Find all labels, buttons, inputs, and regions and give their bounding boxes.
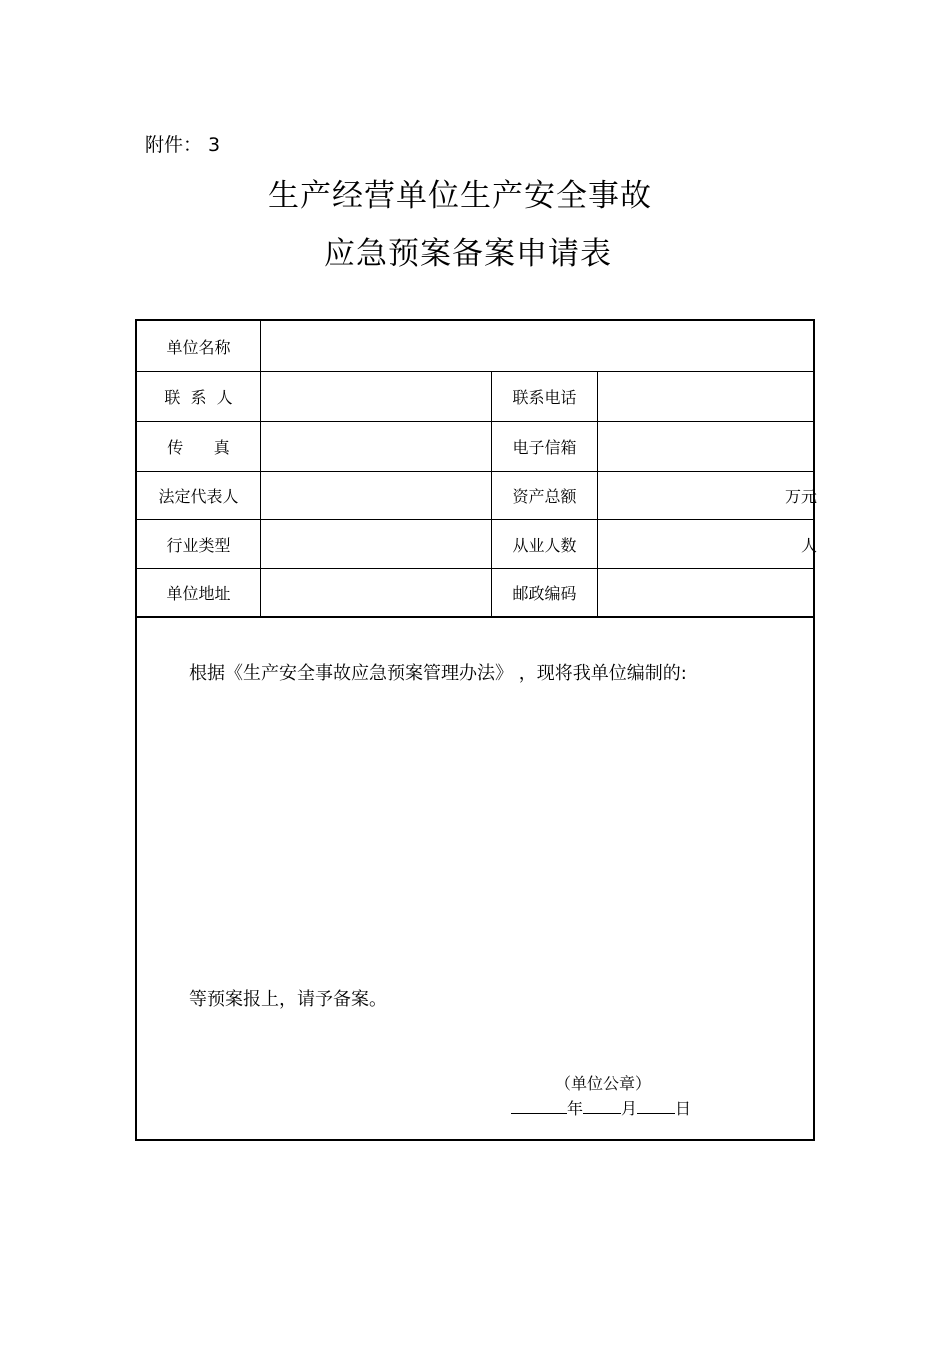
employees-unit: 人 (800, 535, 817, 555)
row-industry (137, 520, 815, 569)
date-line (511, 1096, 691, 1119)
year-blank[interactable] (511, 1099, 567, 1114)
row-fax (137, 422, 815, 472)
contact-phone-label: 联系电话 (491, 372, 598, 421)
legal-rep-field[interactable] (261, 472, 491, 519)
row-contact (137, 372, 815, 422)
email-field[interactable] (598, 422, 815, 471)
employees-field[interactable] (598, 520, 815, 568)
day-blank[interactable] (637, 1099, 675, 1114)
unit-name-field[interactable] (261, 321, 815, 371)
legal-rep-label: 法定代表人 (137, 472, 261, 519)
day-label: 日 (675, 1099, 692, 1118)
fax-label: 传 真 (137, 422, 261, 471)
industry-label: 行业类型 (137, 520, 261, 568)
statement-text: 根据《生产安全事故应急预案管理办法》 ，现将我单位编制的: (189, 663, 687, 684)
total-assets-unit: 万元 (784, 487, 817, 506)
year-label: 年 (567, 1099, 584, 1118)
attachment-label: 附件： 3 (145, 134, 221, 156)
unit-name-label: 单位名称 (137, 321, 261, 371)
row-address (137, 569, 815, 618)
contact-person-field[interactable] (261, 372, 491, 421)
address-label: 单位地址 (137, 569, 261, 616)
contact-phone-field[interactable] (598, 372, 815, 421)
month-blank[interactable] (583, 1099, 621, 1114)
address-field[interactable] (261, 569, 491, 616)
row-unit-name (137, 321, 815, 372)
employees-label: 从业人数 (491, 520, 598, 568)
total-assets-field[interactable] (598, 472, 815, 519)
industry-field[interactable] (261, 520, 491, 568)
postcode-label: 邮政编码 (491, 569, 598, 616)
month-label: 月 (621, 1099, 638, 1118)
row-legal-rep (137, 472, 815, 520)
fax-field[interactable] (261, 422, 491, 471)
form-title-line-2: 应急预案备案申请表 (324, 236, 612, 272)
application-form (135, 319, 815, 1141)
closing-text: 等预案报上，请予备案。 (189, 989, 387, 1010)
unit-seal-label: （单位公章） (555, 1074, 652, 1093)
email-label: 电子信箱 (491, 422, 598, 471)
contact-person-label: 联 系 人 (137, 372, 261, 421)
total-assets-label: 资产总额 (491, 472, 598, 519)
postcode-field[interactable] (598, 569, 815, 616)
form-title-line-1: 生产经营单位生产安全事故 (268, 178, 652, 214)
